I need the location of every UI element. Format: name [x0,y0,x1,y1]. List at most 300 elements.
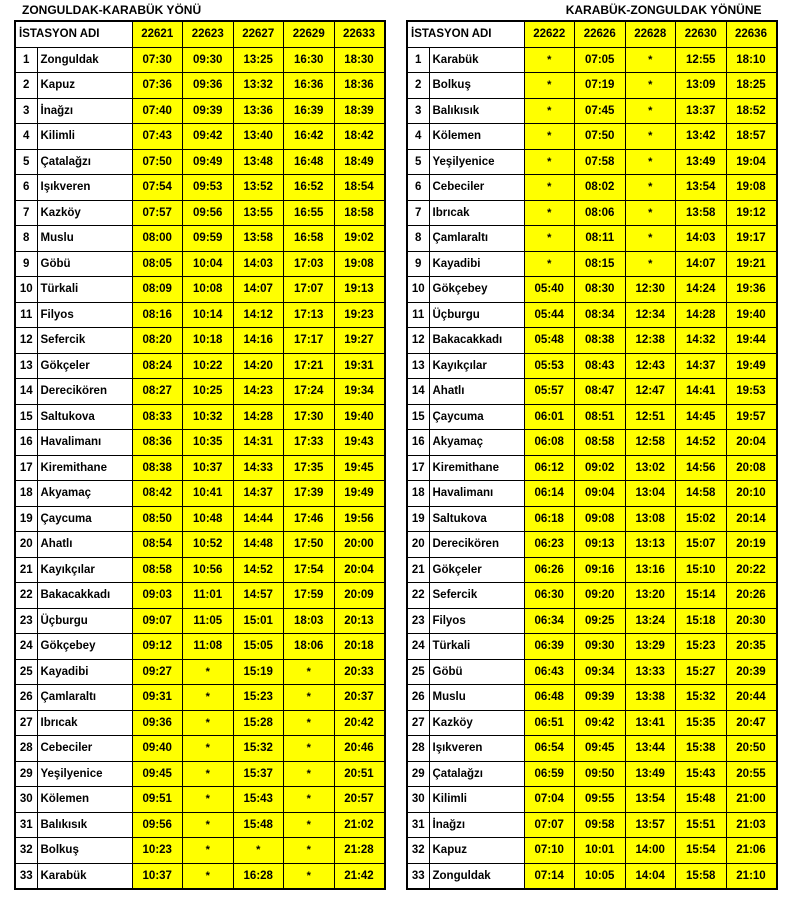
station-name: Bolkuş [37,838,132,864]
departure-time: 18:06 [284,634,335,660]
departure-time: 18:58 [334,200,385,226]
departure-time: 10:18 [183,328,234,354]
station-number: 16 [15,430,37,456]
station-number: 29 [407,761,429,787]
table-row [15,379,385,405]
departure-time: 07:58 [575,149,626,175]
departure-time: 14:00 [625,838,676,864]
departure-time: 19:40 [334,404,385,430]
departure-time: 08:11 [575,226,626,252]
table-row [15,200,385,226]
departure-time: 19:45 [334,455,385,481]
departure-time: 19:08 [726,175,777,201]
station-name-header: İSTASYON ADI [15,21,132,47]
departure-time: 09:39 [575,685,626,711]
station-name: Bakacakkadı [37,583,132,609]
departure-time: 14:37 [676,353,727,379]
departure-time: 13:41 [625,710,676,736]
departure-time: 21:00 [726,787,777,813]
no-stop-marker: * [233,838,284,864]
departure-time: 17:17 [284,328,335,354]
no-stop-marker: * [524,73,575,99]
station-name: Kayıkçılar [37,557,132,583]
station-name: Üçburgu [37,608,132,634]
departure-time: 13:54 [676,175,727,201]
departure-time: 18:25 [726,73,777,99]
departure-time: 09:03 [132,583,183,609]
departure-time: 09:20 [575,583,626,609]
no-stop-marker: * [183,710,234,736]
station-number: 20 [15,532,37,558]
departure-time: 20:08 [726,455,777,481]
departure-time: 16:48 [284,149,335,175]
departure-time: 10:35 [183,430,234,456]
station-name: İnağzı [429,812,524,838]
departure-time: 18:57 [726,124,777,150]
departure-time: 17:39 [284,481,335,507]
departure-time: 16:36 [284,73,335,99]
no-stop-marker: * [524,149,575,175]
departure-time: 13:58 [676,200,727,226]
departure-time: 13:33 [625,659,676,685]
table-row [407,685,777,711]
table-row [15,430,385,456]
departure-time: 15:27 [676,659,727,685]
departure-time: 18:30 [334,47,385,73]
train-number-header: 22627 [233,21,284,47]
departure-time: 20:04 [334,557,385,583]
departure-time: 11:08 [183,634,234,660]
departure-time: 20:55 [726,761,777,787]
station-number: 14 [15,379,37,405]
station-name: Derecikören [37,379,132,405]
departure-time: 16:55 [284,200,335,226]
departure-time: 09:04 [575,481,626,507]
station-number: 16 [407,430,429,456]
table-row [407,634,777,660]
station-number: 1 [407,47,429,73]
departure-time: 09:42 [183,124,234,150]
departure-time: 13:58 [233,226,284,252]
train-number-header: 22622 [524,21,575,47]
departure-time: 13:38 [625,685,676,711]
departure-time: 15:35 [676,710,727,736]
station-number: 19 [15,506,37,532]
train-number-header: 22621 [132,21,183,47]
departure-time: 08:38 [575,328,626,354]
departure-time: 05:48 [524,328,575,354]
departure-time: 05:53 [524,353,575,379]
departure-time: 12:38 [625,328,676,354]
departure-time: 20:47 [726,710,777,736]
station-name: Kiremithane [429,455,524,481]
no-stop-marker: * [284,736,335,762]
no-stop-marker: * [524,124,575,150]
departure-time: 07:07 [524,812,575,838]
departure-time: 15:38 [676,736,727,762]
station-number: 25 [407,659,429,685]
station-number: 6 [15,175,37,201]
no-stop-marker: * [524,226,575,252]
station-number: 27 [15,710,37,736]
station-number: 17 [407,455,429,481]
departure-time: 20:09 [334,583,385,609]
table-row [407,557,777,583]
station-name: Gökçebey [37,634,132,660]
table-row [15,787,385,813]
departure-time: 19:44 [726,328,777,354]
departure-time: 11:05 [183,608,234,634]
table-row [15,47,385,73]
station-name: Ahatlı [37,532,132,558]
departure-time: 09:08 [575,506,626,532]
departure-time: 07:43 [132,124,183,150]
departure-time: 16:39 [284,98,335,124]
departure-time: 18:54 [334,175,385,201]
departure-time: 16:42 [284,124,335,150]
table-row [407,73,777,99]
station-name: Karabük [429,47,524,73]
departure-time: 09:59 [183,226,234,252]
departure-time: 08:43 [575,353,626,379]
station-name: Göbü [429,659,524,685]
departure-time: 21:06 [726,838,777,864]
departure-time: 19:40 [726,302,777,328]
departure-time: 10:32 [183,404,234,430]
departure-time: 14:37 [233,481,284,507]
station-name: Üçburgu [429,302,524,328]
departure-time: 10:08 [183,277,234,303]
no-stop-marker: * [284,863,335,889]
departure-time: 13:55 [233,200,284,226]
departure-time: 08:00 [132,226,183,252]
departure-time: 18:52 [726,98,777,124]
departure-time: 20:14 [726,506,777,532]
departure-time: 17:33 [284,430,335,456]
station-name: Balıkısık [429,98,524,124]
table-row [15,710,385,736]
departure-time: 17:59 [284,583,335,609]
departure-time: 08:38 [132,455,183,481]
departure-time: 19:12 [726,200,777,226]
departure-time: 18:10 [726,47,777,73]
departure-time: 19:27 [334,328,385,354]
no-stop-marker: * [183,761,234,787]
departure-time: 09:36 [132,710,183,736]
departure-time: 06:26 [524,557,575,583]
departure-time: 20:39 [726,659,777,685]
departure-time: 09:49 [183,149,234,175]
station-name: Kazköy [37,200,132,226]
departure-time: 11:01 [183,583,234,609]
departure-time: 10:37 [183,455,234,481]
table-row [407,583,777,609]
departure-time: 14:16 [233,328,284,354]
departure-time: 10:37 [132,863,183,889]
departure-time: 12:47 [625,379,676,405]
departure-time: 08:47 [575,379,626,405]
station-name: Yeşilyenice [429,149,524,175]
departure-time: 13:57 [625,812,676,838]
departure-time: 19:04 [726,149,777,175]
station-name-header: İSTASYON ADI [407,21,524,47]
departure-time: 06:18 [524,506,575,532]
station-name: Göbü [37,251,132,277]
departure-time: 10:22 [183,353,234,379]
table-row [15,98,385,124]
departure-time: 07:19 [575,73,626,99]
timetable-karabuk-zonguldak [406,0,778,890]
departure-time: 06:59 [524,761,575,787]
station-number: 17 [15,455,37,481]
train-number-header: 22623 [183,21,234,47]
station-name: Çamlaraltı [429,226,524,252]
no-stop-marker: * [625,47,676,73]
departure-time: 18:49 [334,149,385,175]
departure-time: 08:02 [575,175,626,201]
station-name: Çamlaraltı [37,685,132,711]
departure-time: 15:05 [233,634,284,660]
departure-time: 07:14 [524,863,575,889]
no-stop-marker: * [284,761,335,787]
table-row [407,787,777,813]
departure-time: 20:33 [334,659,385,685]
station-name: Çaycuma [37,506,132,532]
station-name: Kapuz [429,838,524,864]
departure-time: 17:13 [284,302,335,328]
departure-time: 09:07 [132,608,183,634]
no-stop-marker: * [625,175,676,201]
departure-time: 12:34 [625,302,676,328]
table-row [407,761,777,787]
departure-time: 17:35 [284,455,335,481]
section-title: ZONGULDAK-KARABÜK YÖNÜ [22,3,202,17]
table-row [407,226,777,252]
departure-time: 06:43 [524,659,575,685]
station-number: 11 [407,302,429,328]
table-row [15,328,385,354]
departure-time: 09:45 [132,761,183,787]
departure-time: 07:54 [132,175,183,201]
station-name: Karabük [37,863,132,889]
station-number: 10 [15,277,37,303]
departure-time: 09:34 [575,659,626,685]
no-stop-marker: * [284,659,335,685]
departure-time: 06:54 [524,736,575,762]
station-name: Saltukova [429,506,524,532]
departure-time: 08:24 [132,353,183,379]
departure-time: 18:39 [334,98,385,124]
departure-time: 06:39 [524,634,575,660]
departure-time: 19:13 [334,277,385,303]
departure-time: 09:50 [575,761,626,787]
departure-time: 08:33 [132,404,183,430]
no-stop-marker: * [284,838,335,864]
departure-time: 14:20 [233,353,284,379]
departure-time: 13:08 [625,506,676,532]
departure-time: 15:43 [233,787,284,813]
no-stop-marker: * [183,685,234,711]
departure-time: 13:48 [233,149,284,175]
table-row [407,353,777,379]
departure-time: 21:42 [334,863,385,889]
table-row [15,251,385,277]
no-stop-marker: * [524,175,575,201]
station-number: 26 [407,685,429,711]
station-name: Gökçebey [429,277,524,303]
departure-time: 14:48 [233,532,284,558]
table-row [407,430,777,456]
departure-time: 18:03 [284,608,335,634]
table-row [407,532,777,558]
station-number: 13 [407,353,429,379]
departure-time: 09:30 [575,634,626,660]
departure-time: 15:51 [676,812,727,838]
station-name: Kapuz [37,73,132,99]
no-stop-marker: * [524,98,575,124]
station-number: 10 [407,277,429,303]
table-row [15,659,385,685]
table-row [15,124,385,150]
departure-time: 09:31 [132,685,183,711]
station-name: Kilimli [429,787,524,813]
departure-time: 19:49 [726,353,777,379]
station-name: Ibrıcak [37,710,132,736]
table-row [15,761,385,787]
departure-time: 15:01 [233,608,284,634]
train-number-header: 22630 [676,21,727,47]
departure-time: 14:07 [676,251,727,277]
table-row [15,302,385,328]
departure-time: 10:25 [183,379,234,405]
departure-time: 19:23 [334,302,385,328]
departure-time: 14:45 [676,404,727,430]
station-number: 14 [407,379,429,405]
departure-time: 15:18 [676,608,727,634]
station-number: 8 [407,226,429,252]
station-number: 7 [15,200,37,226]
timetable-zonguldak-karabuk [14,0,386,890]
station-name: Kayadibi [429,251,524,277]
station-number: 28 [407,736,429,762]
station-name: Kölemen [429,124,524,150]
table-row [407,455,777,481]
table-row [15,175,385,201]
departure-time: 07:30 [132,47,183,73]
departure-time: 14:58 [676,481,727,507]
departure-time: 06:14 [524,481,575,507]
departure-time: 17:54 [284,557,335,583]
departure-time: 10:14 [183,302,234,328]
departure-time: 06:30 [524,583,575,609]
station-number: 18 [15,481,37,507]
station-name: Muslu [37,226,132,252]
train-number-header: 22636 [726,21,777,47]
station-number: 21 [407,557,429,583]
departure-time: 18:36 [334,73,385,99]
departure-time: 13:44 [625,736,676,762]
timetable-table [406,20,778,890]
departure-time: 08:58 [132,557,183,583]
station-name: Gökçeler [429,557,524,583]
departure-time: 19:31 [334,353,385,379]
departure-time: 13:49 [676,149,727,175]
table-row [15,863,385,889]
departure-time: 21:28 [334,838,385,864]
station-name: Zonguldak [429,863,524,889]
departure-time: 06:12 [524,455,575,481]
station-number: 26 [15,685,37,711]
station-number: 30 [15,787,37,813]
departure-time: 14:31 [233,430,284,456]
table-row [407,98,777,124]
no-stop-marker: * [524,200,575,226]
departure-time: 20:46 [334,736,385,762]
no-stop-marker: * [625,251,676,277]
station-number: 18 [407,481,429,507]
no-stop-marker: * [183,863,234,889]
departure-time: 15:19 [233,659,284,685]
table-header-row [15,21,385,47]
departure-time: 08:51 [575,404,626,430]
departure-time: 20:30 [726,608,777,634]
departure-time: 16:28 [233,863,284,889]
table-row [407,149,777,175]
departure-time: 20:51 [334,761,385,787]
departure-time: 09:53 [183,175,234,201]
departure-time: 17:50 [284,532,335,558]
departure-time: 14:52 [676,430,727,456]
departure-time: 08:09 [132,277,183,303]
departure-time: 20:26 [726,583,777,609]
departure-time: 08:42 [132,481,183,507]
departure-time: 08:50 [132,506,183,532]
departure-time: 07:50 [132,149,183,175]
departure-time: 09:58 [575,812,626,838]
departure-time: 14:28 [233,404,284,430]
departure-time: 08:16 [132,302,183,328]
departure-time: 13:32 [233,73,284,99]
departure-time: 16:58 [284,226,335,252]
departure-time: 13:02 [625,455,676,481]
departure-time: 09:30 [183,47,234,73]
station-name: Kilimli [37,124,132,150]
departure-time: 09:36 [183,73,234,99]
departure-time: 20:18 [334,634,385,660]
departure-time: 14:32 [676,328,727,354]
station-name: Ahatlı [429,379,524,405]
departure-time: 09:02 [575,455,626,481]
table-row [15,608,385,634]
station-number: 2 [15,73,37,99]
departure-time: 20:50 [726,736,777,762]
station-name: Filyos [429,608,524,634]
station-number: 8 [15,226,37,252]
departure-time: 14:12 [233,302,284,328]
departure-time: 07:40 [132,98,183,124]
station-number: 5 [15,149,37,175]
station-name: Filyos [37,302,132,328]
departure-time: 08:06 [575,200,626,226]
station-number: 12 [407,328,429,354]
departure-time: 13:42 [676,124,727,150]
departure-time: 15:32 [233,736,284,762]
station-name: Havalimanı [37,430,132,456]
station-name: Havalimanı [429,481,524,507]
station-number: 21 [15,557,37,583]
station-number: 5 [407,149,429,175]
departure-time: 13:13 [625,532,676,558]
